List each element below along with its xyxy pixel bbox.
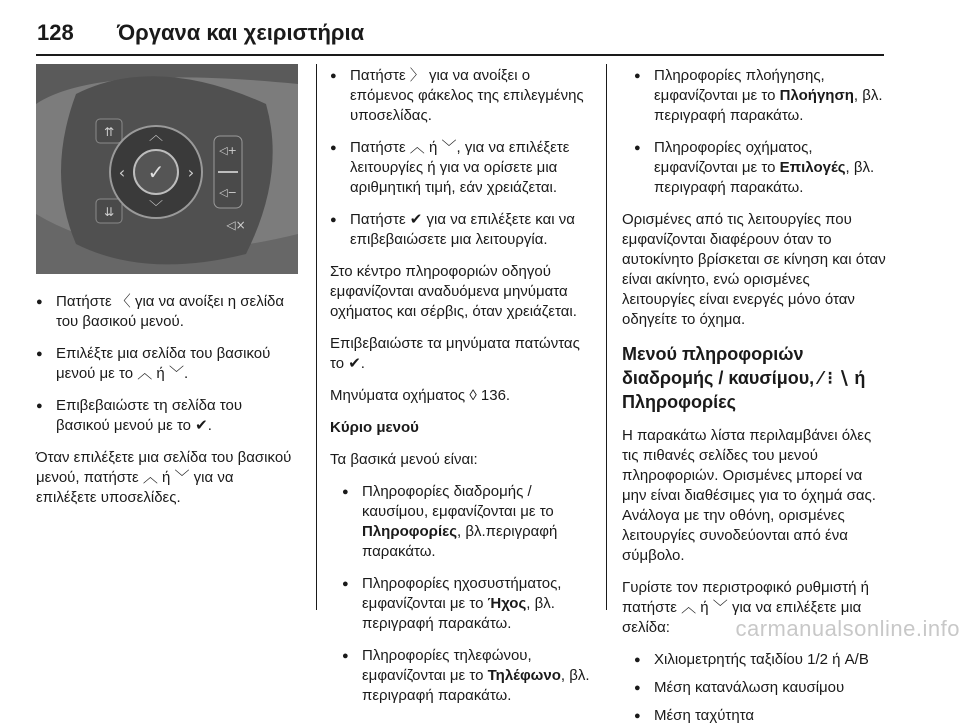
section-heading: Μενού πληροφοριών διαδρομής / καυσίμου, ⁄ ⁝ ∖ ή Πληροφορίες bbox=[622, 344, 866, 412]
paragraph: Όταν επιλέξετε μια σελίδα του βασικού μενού, πατήστε ︿ ή ﹀ για να επιλέξετε υποσελίδες. bbox=[36, 449, 292, 506]
paragraph: Η παρακάτω λίστα περιλαμβάνει όλες τις πιθανές σελίδες του μενού πληροφοριών. Ορισμένες μπορεί να μην είναι διαθέσιμες για το όχημά σας. Ανάλογα με την οθόνη, ορισμένες λειτουργίες συνοδεύονται από ένα σύμβολο. bbox=[622, 427, 876, 564]
list-item: ● Μέση ταχύτητα bbox=[634, 706, 886, 726]
svg-text:✓: ✓ bbox=[147, 160, 165, 184]
svg-text:‹: ‹ bbox=[118, 163, 126, 182]
paragraph: Τα βασικά μενού είναι: bbox=[330, 451, 478, 468]
list-item: ● Πληροφορίες τηλεφώνου, εμφανίζονται με το Τηλέφωνο, βλ. περιγραφή παρακάτω. bbox=[342, 646, 594, 706]
list-item: ● Πληροφορίες ηχοσυστήματος, εμφανίζονται με το Ήχος, βλ. περιγραφή παρακάτω. bbox=[342, 574, 594, 634]
svg-text:﹀: ﹀ bbox=[149, 200, 163, 216]
paragraph: Επιβεβαιώστε τα μηνύματα πατώντας το ✔. bbox=[330, 335, 580, 372]
list-item: ● Πατήστε ︿ ή ﹀, για να επιλέξετε λειτουργίες ή για να ορίσετε μια αριθμητική τιμή, εάν χρειάζεται. bbox=[330, 138, 594, 198]
list-item: ● Χιλιομετρητής ταξιδίου 1/2 ή A/B bbox=[634, 650, 886, 670]
list-item: ● Πατήστε ✔ για να επιλέξετε και να επιβεβαιώσετε μια λειτουργία. bbox=[330, 210, 594, 250]
svg-text:◁+: ◁+ bbox=[219, 144, 237, 157]
svg-text:︿: ︿ bbox=[149, 128, 163, 144]
steering-wheel-controls-photo bbox=[36, 64, 298, 274]
svg-text:⇊: ⇊ bbox=[103, 205, 115, 219]
list-item: ● Μέση κατανάλωση καυσίμου bbox=[634, 678, 886, 698]
menu-name: Πληροφορίες bbox=[362, 523, 458, 540]
paragraph: Γυρίστε τον περιστροφικό ρυθμιστή ή πατήστε ︿ ή ﹀ για να επιλέξετε μια σελίδα: bbox=[622, 579, 870, 636]
page-header bbox=[0, 0, 960, 58]
menu-name: Τηλέφωνο bbox=[487, 667, 561, 684]
page-number: 128 bbox=[37, 20, 74, 45]
svg-text:◁×: ◁× bbox=[226, 218, 246, 232]
paragraph: Στο κέντρο πληροφοριών οδηγού εμφανίζονται αναδυόμενα μηνύματα οχήματος και σέρβις, όταν χρειάζεται. bbox=[330, 263, 577, 320]
menu-name: Επιλογές bbox=[779, 159, 846, 176]
column-middle bbox=[330, 66, 594, 718]
watermark: carmanualsonline.info bbox=[735, 616, 960, 641]
subheading-main-menu: Κύριο μενού bbox=[330, 419, 419, 436]
svg-text:⇈: ⇈ bbox=[103, 125, 115, 139]
svg-text:◁−: ◁− bbox=[219, 186, 237, 199]
page-title: Όργανα και χειριστήρια bbox=[117, 20, 365, 45]
menu-name: Ήχος bbox=[487, 595, 527, 612]
list-item: ● Επιλέξτε μια σελίδα του βασικού μενού με το ︿ ή ﹀. bbox=[36, 344, 298, 384]
column-left bbox=[36, 292, 298, 520]
list-item: ● Πατήστε 〉 για να ανοίξει ο επόμενος φάκελος της επιλεγμένης υποσελίδας. bbox=[330, 66, 594, 126]
list-item: ● Πληροφορίες οχήματος, εμφανίζονται με το Επιλογές, βλ. περιγραφή παρακάτω. bbox=[634, 138, 886, 198]
paragraph: Ορισμένες από τις λειτουργίες που εμφανίζονται διαφέρουν όταν το αυτοκίνητο βρίσκεται σε κίνηση και όταν είναι ακίνητο, ενώ ορισμένες λειτουργίες είναι ενεργές μόνο όταν οδηγείτε το όχημα. bbox=[622, 211, 886, 328]
list-item: ● Επιβεβαιώστε τη σελίδα του βασικού μενού με το ✔. bbox=[36, 396, 298, 436]
column-divider bbox=[606, 64, 607, 610]
menu-name: Πλοήγηση bbox=[779, 87, 854, 104]
svg-text:›: › bbox=[187, 163, 195, 182]
header-rule bbox=[36, 54, 884, 56]
cross-reference: Μηνύματα οχήματος ◊ 136. bbox=[330, 387, 511, 404]
list-item: ● Πληροφορίες διαδρομής / καυσίμου, εμφανίζονται με το Πληροφορίες, βλ.περιγραφή παρακάτω. bbox=[342, 482, 594, 562]
list-item: ● Πατήστε 〈 για να ανοίξει η σελίδα του βασικού μενού. bbox=[36, 292, 298, 332]
list-item: ● Πληροφορίες πλοήγησης, εμφανίζονται με το Πλοήγηση, βλ. περιγραφή παρακάτω. bbox=[634, 66, 886, 126]
column-divider bbox=[316, 64, 317, 610]
